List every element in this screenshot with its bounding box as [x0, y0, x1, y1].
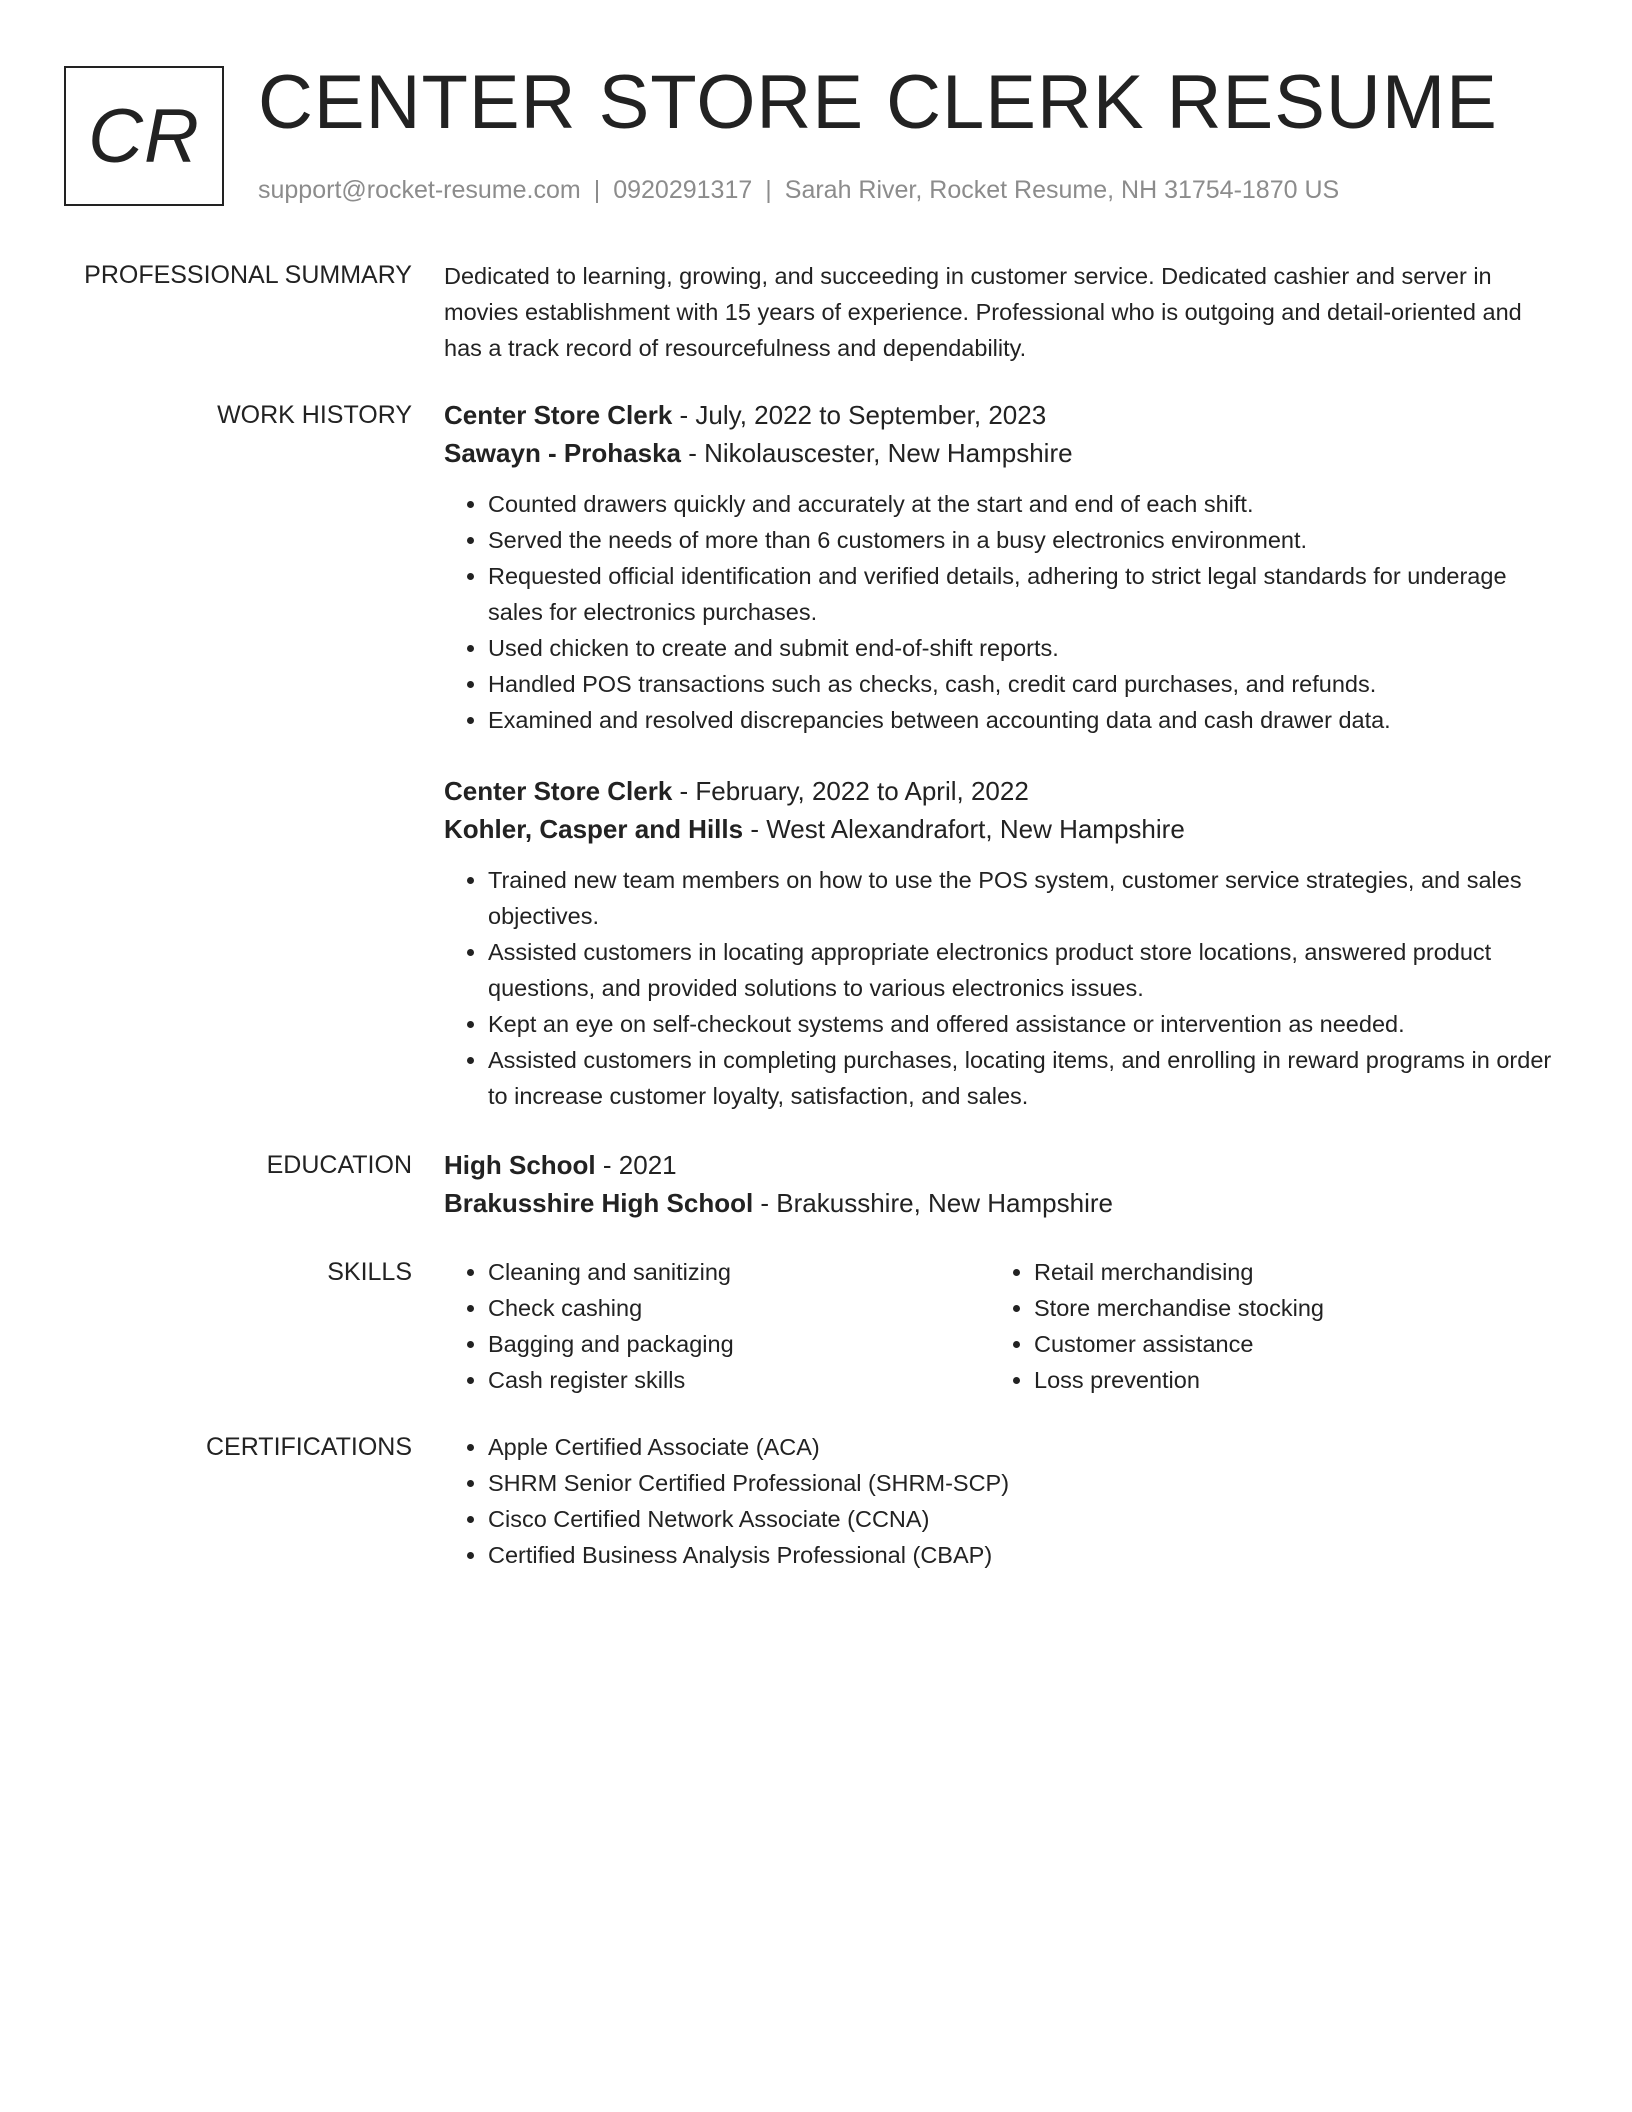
resume-title: CENTER STORE CLERK RESUME: [258, 60, 1498, 145]
list-item: • Certified Business Analysis Professional (CBAP): [488, 1537, 1564, 1573]
list-item: • Customer assistance: [1034, 1326, 1534, 1362]
list-item: • SHRM Senior Certified Professional (SHRM-SCP): [488, 1465, 1564, 1501]
job-entry: [444, 772, 1564, 1114]
job-location: - Nikolauscester, New Hampshire: [681, 438, 1073, 468]
job-bullet-list: [444, 486, 1564, 738]
list-item: • Check cashing: [488, 1290, 988, 1326]
list-item: • Counted drawers quickly and accurately at the start and end of each shift.: [488, 486, 1564, 522]
job-company: Sawayn - Prohaska: [444, 438, 681, 468]
contact-separator: |: [765, 176, 772, 204]
list-item: • Cisco Certified Network Associate (CCNA): [488, 1501, 1564, 1537]
job-title: Center Store Clerk: [444, 776, 673, 806]
education-degree: High School: [444, 1150, 596, 1180]
monogram-logo: [64, 66, 224, 206]
list-item: • Trained new team members on how to use the POS system, customer service strategies, and sales objectives.: [488, 862, 1564, 934]
list-item: • Store merchandise stocking: [1034, 1290, 1534, 1326]
education-school-line: [444, 1184, 1564, 1222]
job-bullet-list: [444, 862, 1564, 1114]
education-location: - Brakusshire, New Hampshire: [753, 1188, 1113, 1218]
education-school: Brakusshire High School: [444, 1188, 754, 1218]
list-item: • Handled POS transactions such as checks, cash, credit card purchases, and refunds.: [488, 666, 1564, 702]
job-title-line: [444, 772, 1564, 810]
skills-column: [990, 1254, 1534, 1398]
contact-line: [258, 174, 1339, 206]
list-item: • Cash register skills: [488, 1362, 988, 1398]
job-entry: [444, 396, 1564, 738]
list-item: • Assisted customers in locating appropriate electronics product store locations, answered product questions, and provided solutions to various electronics issues.: [488, 934, 1564, 1006]
list-item: • Requested official identification and verified details, adhering to strict legal standards for underage sales for electronics purchases.: [488, 558, 1564, 630]
job-dates: - July, 2022 to September, 2023: [672, 400, 1047, 430]
list-item: • Cleaning and sanitizing: [488, 1254, 988, 1290]
summary-text: Dedicated to learning, growing, and succeeding in customer service. Dedicated cashier and server in movies establishment with 15 years of experience. Professional who is outgoing and detail-oriented and has a track record of resourcefulness and dependability.: [444, 263, 1522, 361]
list-item: • Kept an eye on self-checkout systems and offered assistance or intervention as needed.: [488, 1006, 1564, 1042]
list-item: • Retail merchandising: [1034, 1254, 1534, 1290]
contact-address: Sarah River, Rocket Resume, NH 31754-1870 US: [784, 176, 1340, 204]
list-item: • Apple Certified Associate (ACA): [488, 1429, 1564, 1465]
certifications-bullet-list: [444, 1429, 1564, 1573]
section-label-education: EDUCATION: [266, 1151, 412, 1179]
contact-email: support@rocket-resume.com: [258, 176, 581, 204]
job-company-line: [444, 810, 1564, 848]
job-company: Kohler, Casper and Hills: [444, 814, 744, 844]
skills-column: [444, 1254, 988, 1398]
section-label-summary: PROFESSIONAL SUMMARY: [84, 261, 412, 289]
contact-phone: 0920291317: [613, 176, 753, 204]
job-title: Center Store Clerk: [444, 400, 673, 430]
list-item: • Served the needs of more than 6 customers in a busy electronics environment.: [488, 522, 1564, 558]
section-label-certifications: CERTIFICATIONS: [205, 1433, 412, 1461]
list-item: • Used chicken to create and submit end-of-shift reports.: [488, 630, 1564, 666]
education-degree-line: [444, 1146, 1564, 1184]
education-year: - 2021: [595, 1150, 677, 1180]
monogram-text: CR: [88, 93, 200, 179]
list-item: • Examined and resolved discrepancies between accounting data and cash drawer data.: [488, 702, 1564, 738]
job-location: - West Alexandrafort, New Hampshire: [743, 814, 1185, 844]
skills-list: [444, 1254, 1564, 1398]
job-dates: - February, 2022 to April, 2022: [672, 776, 1029, 806]
certifications-list: [444, 1429, 1564, 1573]
list-item: • Loss prevention: [1034, 1362, 1534, 1398]
list-item: • Bagging and packaging: [488, 1326, 988, 1362]
job-company-line: [444, 434, 1564, 472]
list-item: • Assisted customers in completing purchases, locating items, and enrolling in reward programs in order to increase customer loyalty, satisfaction, and sales.: [488, 1042, 1564, 1114]
section-label-work-history: WORK HISTORY: [217, 401, 412, 429]
job-title-line: [444, 396, 1564, 434]
contact-separator: |: [593, 176, 601, 204]
section-label-skills: SKILLS: [327, 1258, 412, 1286]
education-entry: [444, 1146, 1564, 1222]
